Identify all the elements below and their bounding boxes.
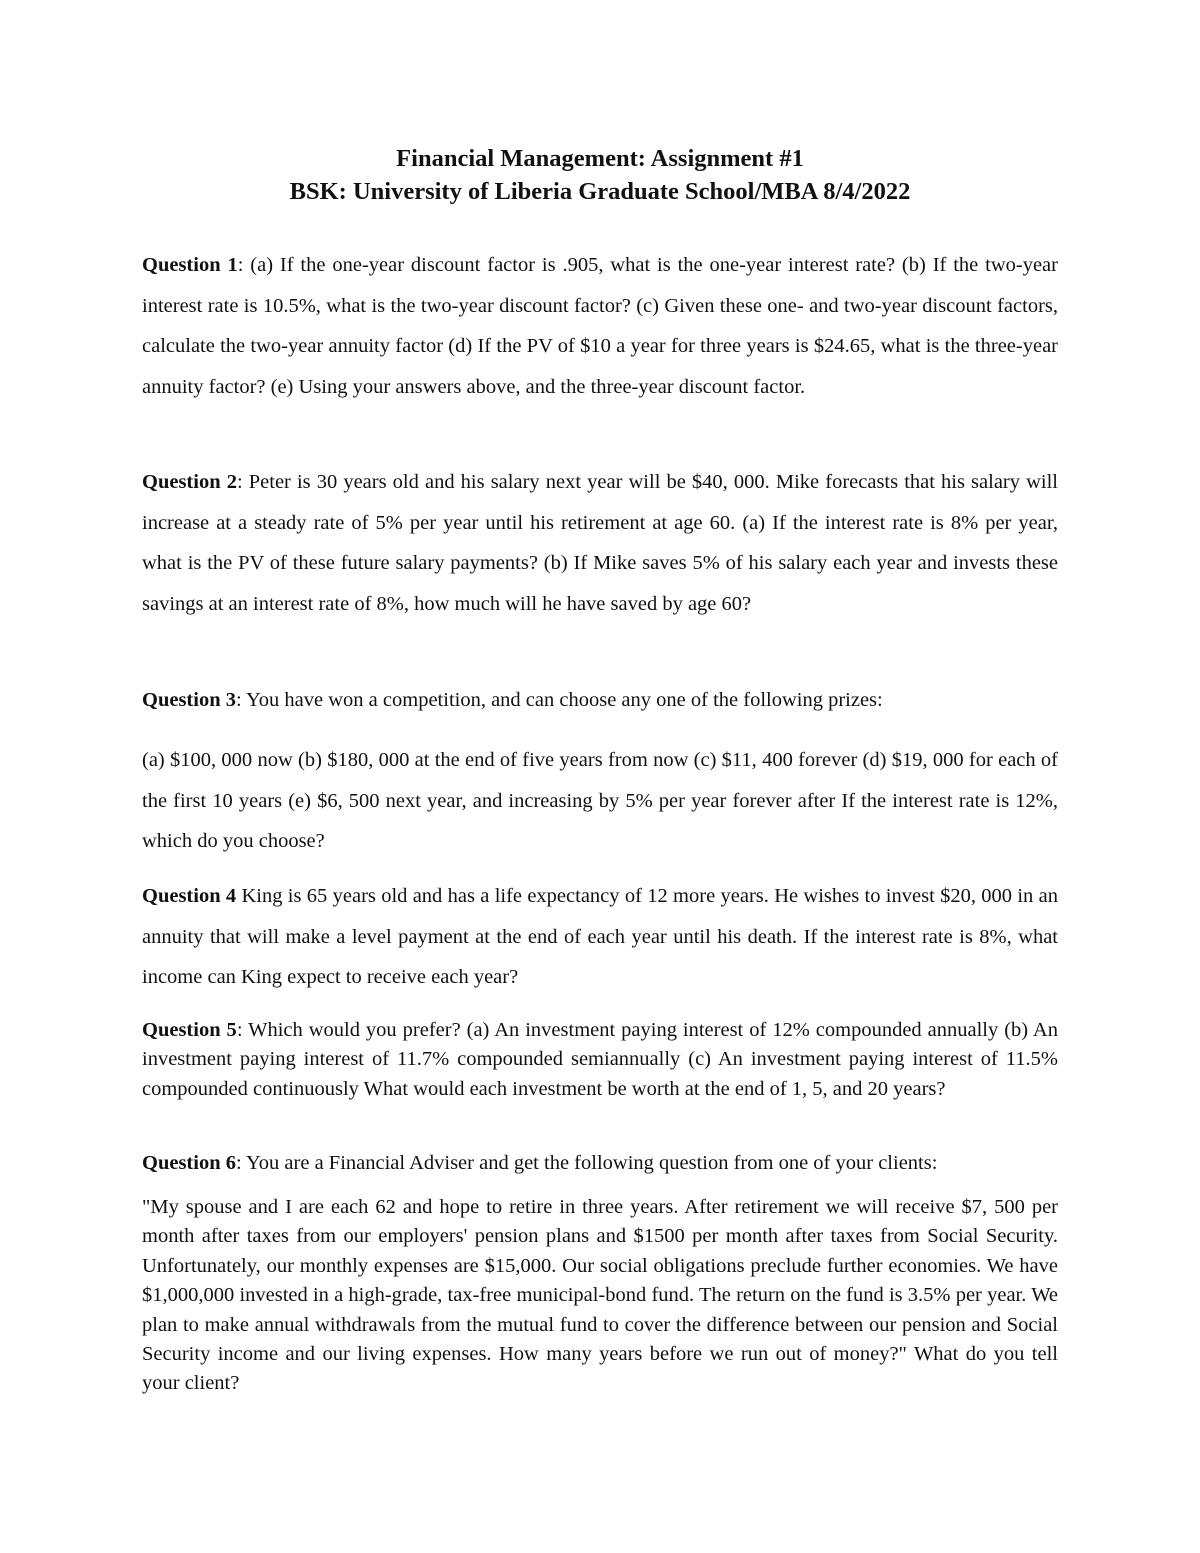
question-label: Question 4: [142, 885, 237, 907]
question-label-colon: :: [236, 1019, 243, 1041]
question-text: (a) If the one-year discount factor is .905, what is the one-year interest rate? (b) If the two-year interest rate is 10.5%, what is the two-year discount factor? (c) Given these one- and two-year discount factors, calculate the two-year annuity factor (d) If the PV of $10 a year for three years is $24.65, what is the three-year annuity factor? (e) Using your answers above, and the three-year discount factor.: [142, 254, 1058, 398]
question-label: Question 2: [142, 471, 237, 493]
question-text: You have won a competition, and can choose any one of the following prizes:: [241, 689, 883, 711]
client-quote: "My spouse and I are each 62 and hope to retire in three years. After retirement we will receive $7, 500 per month after taxes from our employers' pension plans and $1500 per month after taxes from Social Security. Unfortunately, our monthly expenses are $15,000. Our social obligations preclude further economies. We have $1,000,000 invested in a high-grade, tax-free municipal-bond fund. The return on the fund is 3.5% per year. We plan to make annual withdrawals from the mutual fund to cover the difference between our pension and Social Security income and our living expenses. How many years before we run out of money?" What do you tell your client?: [142, 1196, 1058, 1395]
question-label-colon: :: [237, 254, 244, 276]
question-label: Question 3: [142, 689, 236, 711]
question-6: [142, 1149, 1058, 1178]
question-text: You are a Financial Adviser and get the following question from one of your clients:: [241, 1152, 938, 1174]
question-2: [142, 462, 1058, 624]
question-3: [142, 680, 1058, 721]
question-3-options: (a) $100, 000 now (b) $180, 000 at the end of five years from now (c) $11, 400 forever (d) $19, 000 for each of the first 10 years (e) $6, 500 next year, and increasing by 5% per year forever after If the interest rate is 12%, which do you choose?: [142, 749, 1058, 853]
question-label: Question 6: [142, 1152, 236, 1174]
question-label: Question 1: [142, 254, 238, 276]
question-text: Which would you prefer? (a) An investment paying interest of 12% compounded annually (b) An investment paying interest of 11.7% compounded semiannually (c) An investment paying interest of 11.5% compounded continuously What would each investment be worth at the end of 1, 5, and 20 years?: [142, 1019, 1058, 1100]
question-text: King is 65 years old and has a life expectancy of 12 more years. He wishes to invest $20, 000 in an annuity that will make a level payment at the end of each year until his death. If the interest rate is 8%, what income can King expect to receive each year?: [142, 885, 1058, 989]
question-5: [142, 1016, 1058, 1104]
question-label-colon: :: [235, 1152, 242, 1174]
document-subtitle: BSK: University of Liberia Graduate School/MBA 8/4/2022: [289, 178, 911, 205]
document-title: Financial Management: Assignment #1: [396, 145, 804, 172]
question-label-colon: :: [236, 471, 243, 493]
question-label: Question 5: [142, 1019, 237, 1041]
question-1: [142, 245, 1058, 407]
question-label-colon: :: [235, 689, 242, 711]
question-4: [142, 876, 1058, 998]
document-header: [0, 142, 1200, 208]
question-text: Peter is 30 years old and his salary next year will be $40, 000. Mike forecasts that his salary will increase at a steady rate of 5% per year until his retirement at age 60. (a) If the interest rate is 8% per year, what is the PV of these future salary payments? (b) If Mike saves 5% of his salary each year and invests these savings at an interest rate of 8%, how much will he have saved by age 60?: [142, 471, 1058, 615]
